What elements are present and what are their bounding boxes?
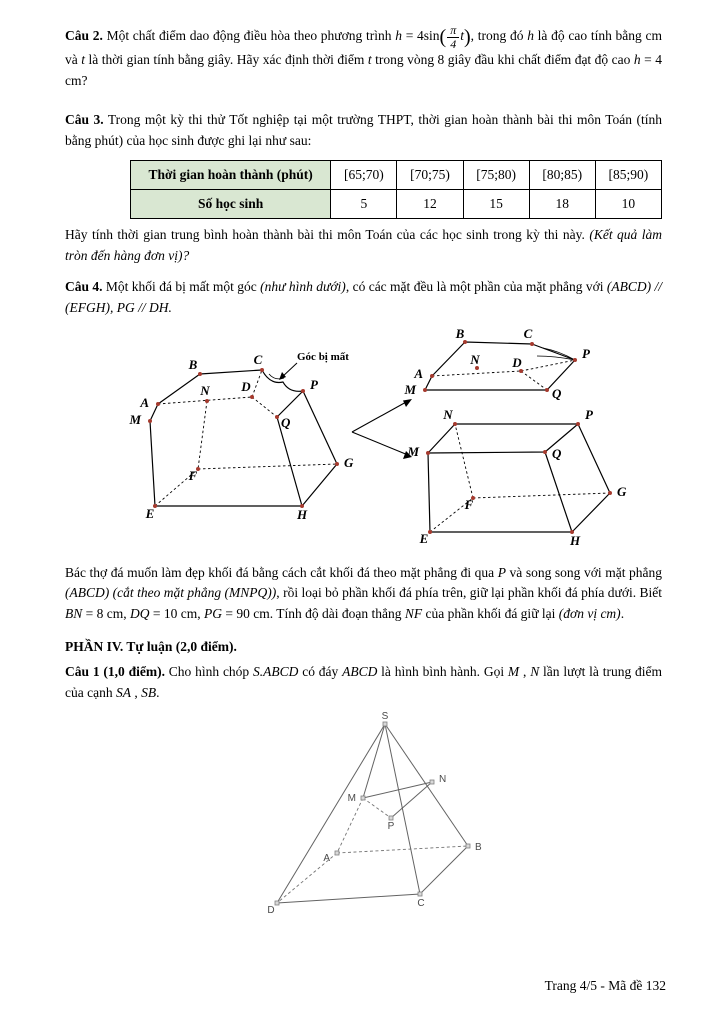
text-segment: SB (141, 685, 157, 701)
table-row-intervals (131, 160, 662, 189)
essay-problem-1-figure (65, 712, 662, 928)
table-header-time: Thời gian hoàn thành (phút) (131, 160, 331, 189)
fraction-numerator: π (447, 24, 459, 38)
fraction-denominator: 4 (450, 36, 457, 51)
text-segment: Bác thợ đá muốn làm đẹp khối đá bằng cách cắt khối đá theo mặt phẳng đi qua (65, 564, 498, 580)
text-segment: t (81, 52, 85, 68)
table-count-5: 10 (595, 189, 661, 218)
fig2-label-q: Q (552, 385, 562, 401)
table-count-3: 15 (463, 189, 529, 218)
fig3-label-p: P (585, 406, 593, 422)
text-segment: của phần khối đá giữ lại (422, 606, 559, 622)
pyramid-label-s: S (381, 712, 389, 723)
text-segment: ABCD (342, 664, 378, 680)
text-segment: N (530, 664, 540, 680)
text-segment: là độ cao tính bằng cm và (65, 28, 662, 68)
problem-4-text (65, 277, 662, 319)
text-segment: (ABCD) (65, 585, 110, 601)
text-segment: và song song với mặt phẳng (505, 564, 663, 580)
text-segment: , có các mặt đều là một phần của mặt phẳng với (345, 278, 607, 294)
fig2-label-c: C (523, 326, 533, 341)
text-segment: BN (65, 606, 83, 622)
pyramid-label-a: A (323, 853, 330, 865)
text-segment: (như hình dưới) (260, 278, 346, 294)
text-segment: (ABCD) // (EFGH), PG // DH. (65, 278, 662, 315)
table-interval-4: [80;85) (529, 160, 595, 189)
pyramid-label-p: P (387, 821, 395, 833)
formula-eq: = 4sin (401, 28, 440, 44)
text-segment: = 8 cm, (82, 606, 130, 622)
table-interval-1: [65;70) (331, 160, 397, 189)
text-segment: t (367, 52, 372, 68)
text-segment: Một chất điểm dao động điều hòa theo phương trình (102, 28, 396, 44)
fig2-label-b: B (455, 326, 465, 341)
fig3-label-n: N (443, 406, 453, 422)
text-segment: SA (115, 685, 131, 701)
text-segment: có đáy (298, 664, 343, 680)
text-segment: (Kết quả làm tròn đến hàng đơn vị)? (65, 226, 662, 263)
pyramid-label-c: C (417, 898, 425, 910)
fig1-label-n: N (200, 382, 210, 398)
text-segment: là hình bình hành. Gọi (377, 664, 508, 680)
table-interval-2: [70;75) (397, 160, 463, 189)
problem-2-text (65, 24, 662, 92)
completion-time-table (130, 160, 662, 219)
fig1-label-f: F (188, 467, 198, 483)
formula-var-t: t (460, 28, 464, 44)
text-segment: = 4 cm? (65, 52, 662, 89)
fig1-label-b: B (188, 356, 198, 372)
text-segment: Hãy tính thời gian trung bình hoàn thành bài thi môn Toán của các học sinh trong kỳ thi này. (65, 226, 590, 242)
fig3-label-e: E (419, 530, 429, 546)
text-segment: , rồi loại bỏ phần khối đá phía trên, giữ lại phần khối đá phía dưới. Biết (276, 585, 663, 601)
fig3-label-h: H (569, 532, 581, 548)
pyramid-label-d: D (267, 905, 275, 917)
text-segment: Câu 3. (65, 112, 104, 128)
text-segment: (đơn vị cm) (558, 606, 621, 622)
stone-figures-svg (65, 327, 660, 559)
text-segment: , trong đó (470, 28, 528, 44)
text-segment: h (633, 52, 641, 68)
problem-4-figures (65, 327, 662, 563)
formula-oscillation (395, 23, 471, 51)
fig1-label-c: C (253, 351, 263, 367)
text-segment: Cho hình chóp (164, 664, 254, 680)
figure-stone-bottom-piece (406, 407, 627, 548)
fig1-label-q: Q (281, 414, 291, 430)
text-segment: , (519, 664, 531, 680)
text-segment: = 90 cm. Tính độ dài đoạn thẳng (221, 606, 405, 622)
missing-corner-callout (279, 351, 349, 380)
text-segment: Trong một kỳ thi thử Tốt nghiệp tại một trường THPT, thời gian hoàn thành bài thi môn Toán (tính bằng phút) của học sinh được ghi lại như sau: (65, 112, 662, 148)
fig1-label-d: D (241, 378, 251, 394)
formula-var-h: h (395, 28, 402, 44)
figure-stone-original (128, 351, 354, 522)
missing-corner-label: Góc bị mất (297, 350, 349, 363)
part-4-heading (65, 637, 662, 658)
text-segment: (cắt theo mặt phẳng (MNPQ)) (112, 585, 277, 601)
fig1-label-a: A (140, 394, 149, 410)
table-interval-5: [85;90) (595, 160, 661, 189)
figure-stone-top-piece (403, 327, 591, 401)
text-segment: trong vòng 8 giây đầu khi chất điểm đạt độ cao (371, 52, 634, 68)
problem-3-text (65, 110, 662, 152)
page-footer: Trang 4/5 - Mã đề 132 (544, 978, 666, 993)
text-segment: lần lượt là trung điểm của cạnh (65, 664, 663, 701)
fig3-label-f: F (464, 496, 474, 512)
table-interval-3: [75;80) (463, 160, 529, 189)
text-segment: Câu 4. (65, 278, 103, 294)
fig2-label-a: A (414, 365, 423, 381)
fig1-label-m: M (129, 411, 141, 427)
text-segment: S.ABCD (253, 664, 299, 680)
pyramid-figure-svg (65, 712, 660, 924)
text-segment: P (497, 564, 506, 580)
text-segment: DQ (130, 606, 150, 622)
formula-left-paren: ( (439, 26, 447, 49)
text-segment: Câu 1 (1,0 điểm). (65, 664, 165, 680)
text-segment: là thời gian tính bằng giây. Hãy xác định thời điểm (85, 52, 368, 68)
fig1-label-p: P (310, 376, 318, 392)
text-segment: NF (404, 606, 423, 622)
fig3-label-g: G (617, 483, 627, 499)
figure-pyramid (267, 712, 482, 916)
pyramid-vertex-markers (275, 722, 470, 905)
fig3-label-q: Q (552, 445, 562, 461)
text-segment: , (130, 685, 142, 701)
text-segment: . (156, 685, 160, 701)
fig2-label-p: P (582, 345, 590, 361)
table-count-4: 18 (529, 189, 595, 218)
text-segment: Câu 2. (65, 28, 103, 44)
pyramid-label-m: M (347, 793, 356, 805)
pyramid-label-b: B (475, 842, 482, 854)
fig1-label-e: E (145, 505, 155, 521)
fig1-label-h: H (296, 506, 308, 522)
table-count-1: 5 (331, 189, 397, 218)
formula-right-paren: ) (463, 26, 471, 49)
text-segment: M (507, 664, 520, 680)
table-row-counts (131, 189, 662, 218)
text-segment: = 10 cm, (149, 606, 204, 622)
table-header-count: Số học sinh (131, 189, 331, 218)
fig2-label-m: M (404, 381, 416, 397)
fig1-label-g: G (344, 454, 354, 470)
text-segment: PHẦN IV. Tự luận (2,0 điểm). (65, 639, 237, 655)
table-count-2: 12 (397, 189, 463, 218)
figure-split-arrows (352, 399, 412, 459)
text-segment: . (620, 606, 625, 622)
essay-problem-1-text (65, 662, 662, 704)
fig3-label-m: M (407, 443, 419, 459)
text-segment: h (527, 28, 534, 44)
pyramid-label-n: N (439, 774, 447, 786)
problem-2-lead (65, 28, 395, 43)
fig2-label-d: D (512, 354, 522, 370)
formula-fraction (447, 24, 459, 50)
problem-4-question (65, 563, 662, 626)
vertex-dots-fig3 (426, 422, 612, 534)
fig2-label-n: N (470, 351, 480, 367)
vertex-dots-fig2 (423, 340, 577, 392)
problem-3-question (65, 225, 662, 267)
text-segment: Một khối đá bị mất một góc (102, 278, 261, 294)
text-segment: PG (203, 606, 222, 622)
